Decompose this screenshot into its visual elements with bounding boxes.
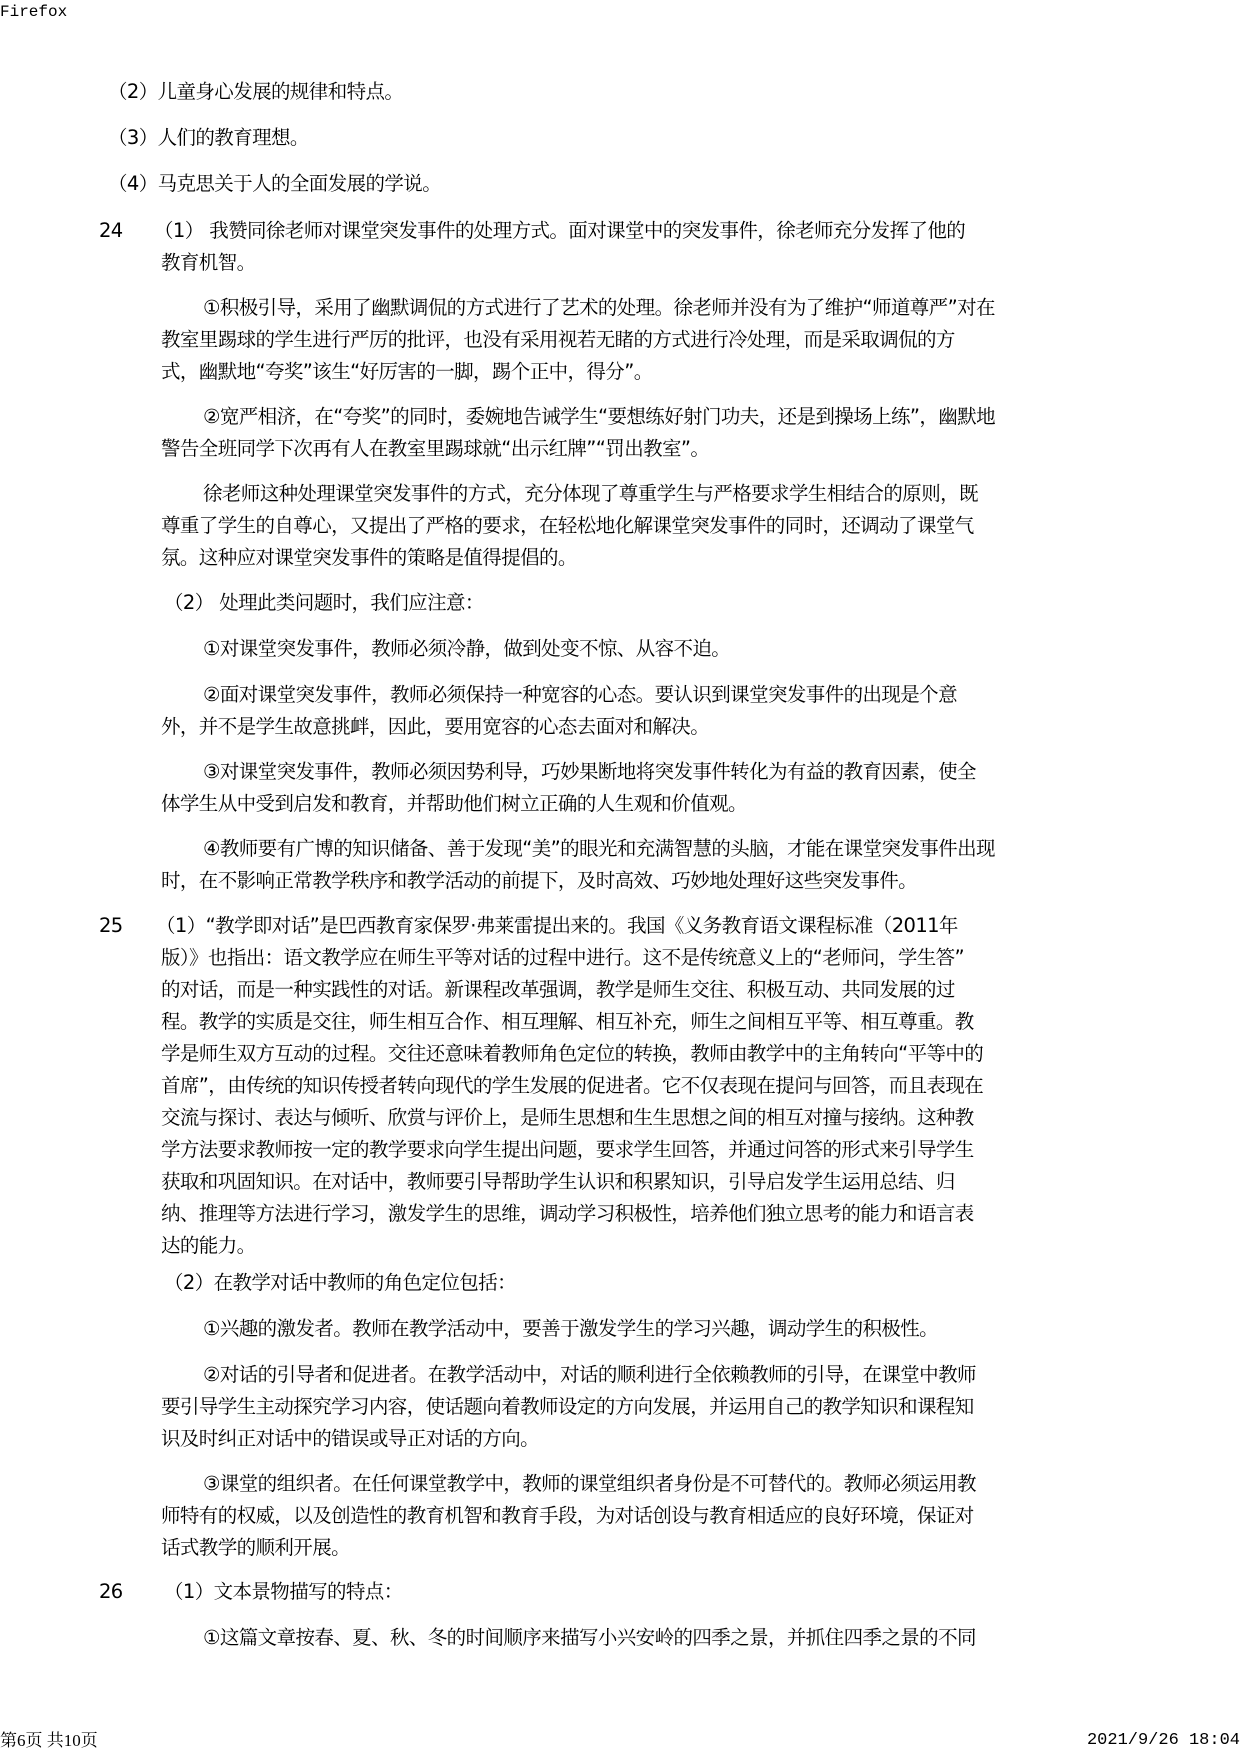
- page-indicator: 第6页 共10页: [0, 1731, 98, 1750]
- text-line: 徐老师这种处理课堂突发事件的方式，充分体现了尊重学生与严格要求学生相结合的原则，既: [203, 482, 978, 505]
- question-number: 25: [99, 914, 123, 937]
- text-line: 识及时纠正对话中的错误或导正对话的方向。: [161, 1427, 540, 1450]
- text-line: ③课堂的组织者。在任何课堂教学中，教师的课堂组织者身份是不可替代的。教师必须运用教: [203, 1472, 976, 1495]
- q24-part2-point-4: [161, 833, 1121, 897]
- text-line: ②对话的引导者和促进者。在教学活动中，对话的顺利进行全依赖教师的引导，在课堂中教师: [203, 1363, 976, 1386]
- text-line: 体学生从中受到启发和教育，并帮助他们树立正确的人生观和价值观。: [161, 792, 747, 815]
- text-line: 教室里踢球的学生进行严厉的批评，也没有采用视若无睹的方式进行冷处理，而是采取调侃的方: [161, 328, 955, 351]
- top-item: （3）人们的教育理想。: [108, 126, 309, 149]
- q25-part2-heading: （2）在教学对话中教师的角色定位包括：: [164, 1271, 517, 1294]
- q25-part2-point-1: [161, 1313, 1121, 1345]
- q26-point-1: [161, 1622, 1121, 1654]
- text-line: 尊重了学生的自尊心，又提出了严格的要求，在轻松地化解课堂突发事件的同时，还调动了课堂气: [161, 514, 974, 537]
- text-line: （1）“教学即对话”是巴西教育家保罗·弗莱雷提出来的。我国《义务教育语文课程标准（2011年: [156, 914, 958, 937]
- q24-part2-point-2: [161, 679, 1121, 743]
- text-line: 版）》也指出：语文教学应在师生平等对话的过程中进行。这不是传统意义上的“老师问，学生答”: [161, 946, 965, 969]
- text-line: 学方法要求教师按一定的教学要求向学生提出问题，要求学生回答，并通过问答的形式来引导学生: [161, 1138, 974, 1161]
- text-line: 首席”，由传统的知识传授者转向现代的学生发展的促进者。它不仅表现在提问与回答，而且表现在: [161, 1074, 984, 1097]
- q25-part2-point-2: [161, 1359, 1121, 1455]
- text-line: 氛。这种应对课堂突发事件的策略是值得提倡的。: [161, 546, 577, 569]
- q24-point-2: [161, 401, 1121, 465]
- top-item: （4）马克思关于人的全面发展的学说。: [108, 172, 442, 195]
- print-datetime: 2021/9/26 18:04: [1086, 1731, 1240, 1750]
- text-line: ①积极引导，采用了幽默调侃的方式进行了艺术的处理。徐老师并没有为了维护“师道尊严”对在: [203, 296, 995, 319]
- q25-part1: [156, 910, 1116, 1262]
- q24-part2-point-1: [161, 633, 1121, 665]
- question-number: 26: [99, 1580, 123, 1603]
- text-line: ①这篇文章按春、夏、秋、冬的时间顺序来描写小兴安岭的四季之景，并抓住四季之景的不同: [203, 1626, 976, 1649]
- question-number: 24: [99, 219, 123, 242]
- q24-part2-point-3: [161, 756, 1121, 820]
- q24-part2-heading: （2） 处理此类问题时，我们应注意：: [164, 591, 484, 614]
- text-line: ②宽严相济，在“夸奖”的同时，委婉地告诫学生“要想练好射门功夫，还是到操场上练”，幽默地: [203, 405, 995, 428]
- top-item: （2）儿童身心发展的规律和特点。: [108, 80, 404, 103]
- text-line: ①兴趣的激发者。教师在教学活动中，要善于激发学生的学习兴趣，调动学生的积极性。: [203, 1317, 939, 1340]
- q24-part1: [154, 215, 1114, 279]
- text-line: 学是师生双方互动的过程。交往还意味着教师角色定位的转换，教师由教学中的主角转向“平等中的: [161, 1042, 984, 1065]
- q24-summary: [161, 478, 1121, 574]
- text-line: 的对话，而是一种实践性的对话。新课程改革强调，教学是师生交往、积极互动、共同发展的过: [161, 978, 955, 1001]
- text-line: ③对课堂突发事件，教师必须因势利导，巧妙果断地将突发事件转化为有益的教育因素，使全: [203, 760, 976, 783]
- text-line: ②面对课堂突发事件，教师必须保持一种宽容的心态。要认识到课堂突发事件的出现是个意: [203, 683, 957, 706]
- text-line: 交流与探讨、表达与倾听、欣赏与评价上，是师生思想和生生思想之间的相互对撞与接纳。这种教: [161, 1106, 974, 1129]
- q26-part1-heading: （1）文本景物描写的特点：: [164, 1580, 403, 1603]
- print-header-app-name: Firefox: [0, 3, 68, 21]
- text-line: 师特有的权威，以及创造性的教育机智和教育手段，为对话创设与教育相适应的良好环境，保证对: [161, 1504, 974, 1527]
- text-line: 达的能力。: [161, 1234, 256, 1257]
- text-line: ④教师要有广博的知识储备、善于发现“美”的眼光和充满智慧的头脑，才能在课堂突发事件出现: [203, 837, 995, 860]
- text-line: 话式教学的顺利开展。: [161, 1536, 351, 1559]
- text-line: 要引导学生主动探究学习内容，使话题向着教师设定的方向发展，并运用自己的教学知识和课程知: [161, 1395, 974, 1418]
- text-line: ①对课堂突发事件，教师必须冷静，做到处变不惊、从容不迫。: [203, 637, 731, 660]
- text-line: 纳、推理等方法进行学习，激发学生的思维，调动学习积极性，培养他们独立思考的能力和语言表: [161, 1202, 974, 1225]
- text-line: 外，并不是学生故意挑衅，因此，要用宽容的心态去面对和解决。: [161, 715, 710, 738]
- text-line: 警告全班同学下次再有人在教室里踢球就“出示红牌”“罚出教室”。: [161, 437, 710, 460]
- text-line: （1） 我赞同徐老师对课堂突发事件的处理方式。面对课堂中的突发事件，徐老师充分发挥了他的: [154, 219, 966, 242]
- q25-part2-point-3: [161, 1468, 1121, 1564]
- text-line: 程。教学的实质是交往，师生相互合作、相互理解、相互补充，师生之间相互平等、相互尊重。教: [161, 1010, 974, 1033]
- q24-point-1: [161, 292, 1121, 388]
- text-line: 式，幽默地“夸奖”该生“好厉害的一脚，踢个正中，得分”。: [161, 360, 653, 383]
- text-line: 教育机智。: [161, 251, 256, 274]
- text-line: 时，在不影响正常教学秩序和教学活动的前提下，及时高效、巧妙地处理好这些突发事件。: [161, 869, 918, 892]
- text-line: 获取和巩固知识。在对话中，教师要引导帮助学生认识和积累知识，引导启发学生运用总结、归: [161, 1170, 955, 1193]
